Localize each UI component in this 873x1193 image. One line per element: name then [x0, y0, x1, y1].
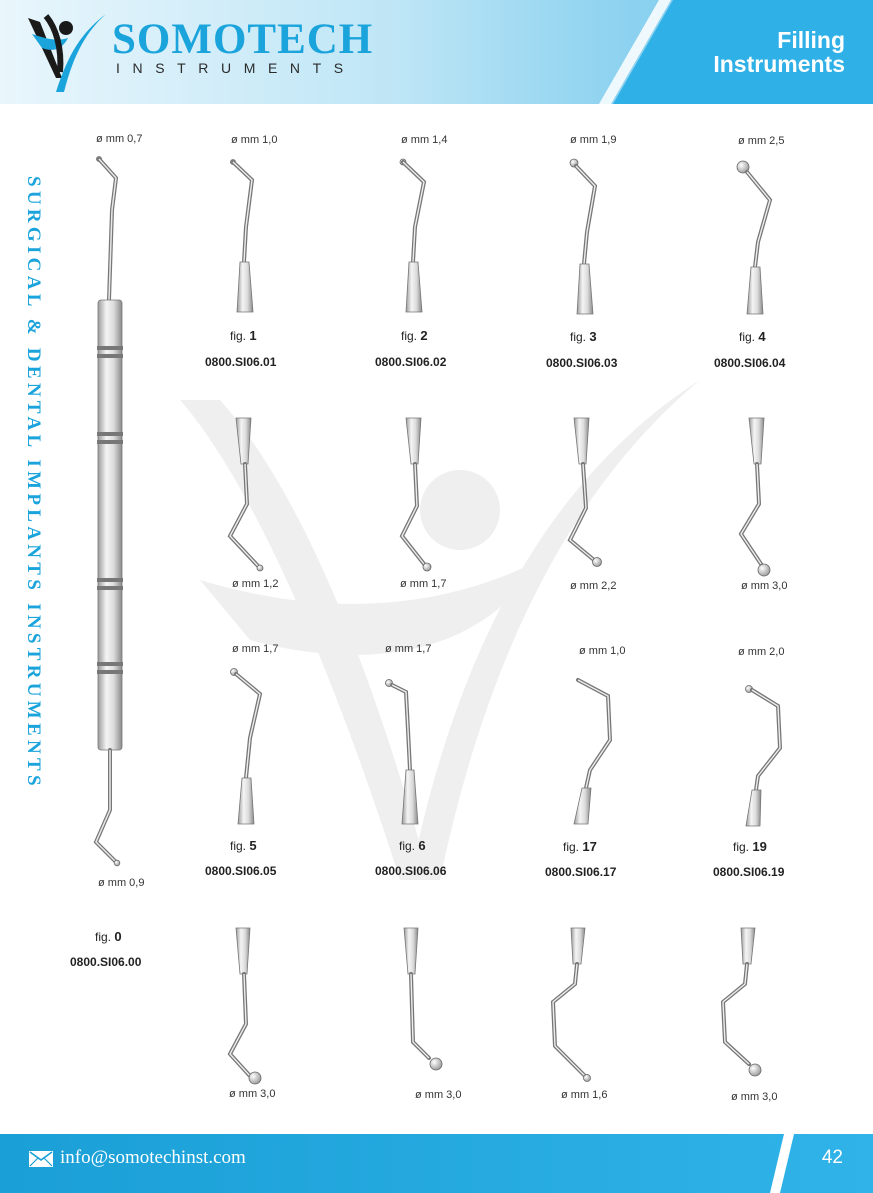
row2-diameter-4: ø mm 3,0 — [741, 580, 788, 592]
page-number: 42 — [821, 1147, 843, 1168]
fig-word: fig. — [401, 329, 418, 343]
row1-diameter-3: ø mm 1,9 — [570, 134, 617, 146]
fig0-figure-label — [95, 929, 122, 944]
row2-diameter-1: ø mm 1,2 — [232, 578, 279, 590]
row3-diameter-4: ø mm 2,0 — [738, 646, 785, 658]
row4-diameter-4: ø mm 3,0 — [731, 1091, 778, 1103]
fig-number: 4 — [758, 329, 766, 344]
fig6-product-code: 0800.SI06.06 — [375, 864, 447, 878]
fig0-top-diameter: ø mm 0,7 — [96, 133, 143, 145]
fig19-product-code: 0800.SI06.19 — [713, 865, 785, 879]
row3-diameter-3: ø mm 1,0 — [579, 645, 626, 657]
row4-diameter-2: ø mm 3,0 — [415, 1089, 462, 1101]
row2-instrument-2 — [392, 414, 442, 574]
fig-word: fig. — [95, 930, 112, 944]
fig-number: 3 — [589, 329, 597, 344]
row2-instrument-4 — [735, 414, 785, 579]
fig-word: fig. — [230, 329, 247, 343]
row1-diameter-2: ø mm 1,4 — [401, 134, 448, 146]
row4-instrument-2 — [395, 924, 455, 1074]
row1-diameter-4: ø mm 2,5 — [738, 135, 785, 147]
fig-number: 6 — [418, 838, 426, 853]
fig6-figure-label — [399, 838, 426, 853]
fig-word: fig. — [733, 840, 750, 854]
fig4-figure-label — [739, 329, 766, 344]
row2-instrument-1 — [222, 414, 272, 574]
fig-number: 2 — [420, 328, 428, 343]
row4-instrument-1 — [218, 924, 278, 1089]
fig-word: fig. — [739, 330, 756, 344]
row3-diameter-1: ø mm 1,7 — [232, 643, 279, 655]
fig3-figure-label — [570, 329, 597, 344]
page-title-line1: Filling — [777, 27, 845, 53]
fig17-instrument — [568, 670, 628, 830]
fig0-bottom-diameter: ø mm 0,9 — [98, 877, 145, 889]
fig1-instrument — [222, 152, 272, 317]
fig-word: fig. — [563, 840, 580, 854]
envelope-icon — [29, 1151, 53, 1167]
fig1-product-code: 0800.SI06.01 — [205, 355, 277, 369]
fig1-figure-label — [230, 328, 257, 343]
row4-diameter-3: ø mm 1,6 — [561, 1089, 608, 1101]
page-title — [713, 28, 845, 76]
fig-number: 17 — [582, 839, 597, 854]
row2-diameter-3: ø mm 2,2 — [570, 580, 617, 592]
page-footer — [0, 1134, 873, 1193]
fig4-instrument — [730, 152, 780, 317]
fig-number: 1 — [249, 328, 257, 343]
fig4-product-code: 0800.SI06.04 — [714, 356, 786, 370]
fig2-figure-label — [401, 328, 428, 343]
side-vertical-text: SURGICAL & DENTAL IMPLANTS INSTRUMENTS — [23, 176, 44, 790]
fig17-product-code: 0800.SI06.17 — [545, 865, 617, 879]
fig5-figure-label — [230, 838, 257, 853]
fig5-product-code: 0800.SI06.05 — [205, 864, 277, 878]
page-header — [0, 0, 873, 104]
row2-instrument-3 — [560, 414, 610, 574]
fig-number: 5 — [249, 838, 257, 853]
brand-name: SOMOTECH — [112, 16, 374, 63]
fig-number: 0 — [114, 929, 122, 944]
footer-divider — [770, 1134, 794, 1193]
fig0-instrument — [84, 150, 144, 870]
row2-diameter-2: ø mm 1,7 — [400, 578, 447, 590]
row1-diameter-1: ø mm 1,0 — [231, 134, 278, 146]
fig0-product-code: 0800.SI06.00 — [70, 955, 142, 969]
page-title-line2: Instruments — [713, 51, 845, 77]
row4-instrument-4 — [715, 924, 775, 1084]
fig-word: fig. — [230, 839, 247, 853]
fig19-figure-label — [733, 839, 767, 854]
fig17-figure-label — [563, 839, 597, 854]
fig-number: 19 — [752, 839, 767, 854]
fig-word: fig. — [570, 330, 587, 344]
somotech-logo-icon — [22, 8, 112, 96]
row3-diameter-2: ø mm 1,7 — [385, 643, 432, 655]
row4-instrument-3 — [545, 924, 605, 1084]
row4-diameter-1: ø mm 3,0 — [229, 1088, 276, 1100]
fig3-product-code: 0800.SI06.03 — [546, 356, 618, 370]
fig2-product-code: 0800.SI06.02 — [375, 355, 447, 369]
fig3-instrument — [562, 152, 612, 317]
fig19-instrument — [738, 678, 798, 833]
fig5-instrument — [222, 660, 272, 830]
brand-subtitle: INSTRUMENTS — [116, 60, 356, 76]
fig2-instrument — [392, 152, 442, 317]
contact-email[interactable]: info@somotechinst.com — [60, 1147, 246, 1168]
fig-word: fig. — [399, 839, 416, 853]
fig6-instrument — [380, 670, 430, 830]
